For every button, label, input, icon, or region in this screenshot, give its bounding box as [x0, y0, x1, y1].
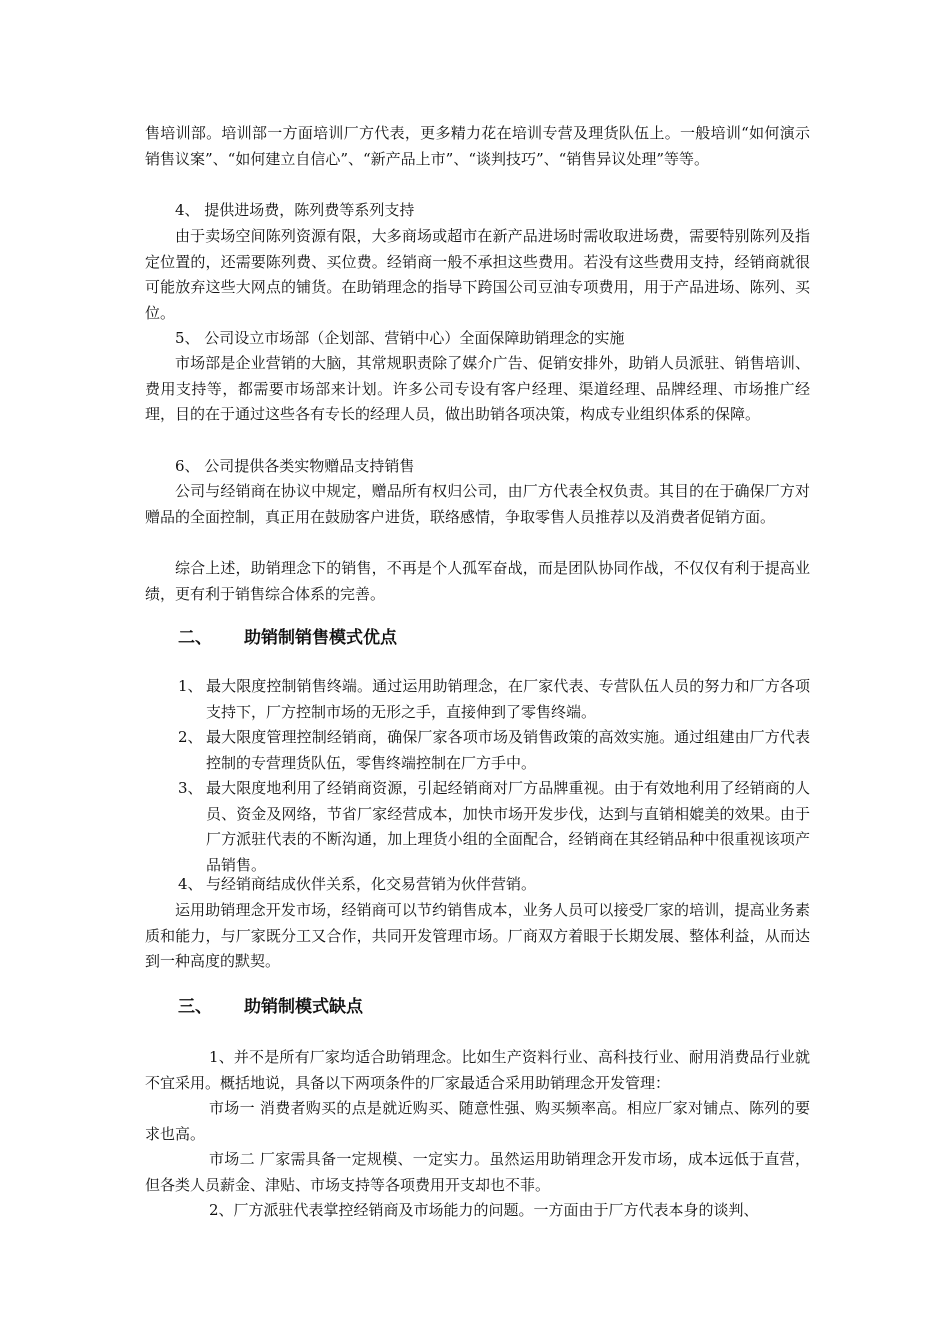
list-item-text: 与经销商结成伙伴关系，化交易营销为伙伴营销。 — [206, 875, 537, 893]
list-item-number: 3、 — [178, 779, 203, 797]
list-item-number: 4、 — [178, 875, 203, 893]
paragraph-gifts: 公司与经销商在协议中规定，赠品所有权归公司，由厂方代表全权负责。其目的在于确保厂方对赠品的全面控制，真正用在鼓励客户进货，联络感情，争取零售人员推荐以及消费者促销方面。 — [145, 482, 810, 526]
paragraph-training: 售培训部。培训部一方面培训厂方代表，更多精力花在培训专营及理货队伍上。一般培训“如何演示销售议案”、“如何建立自信心”、“新产品上市”、“谈判技巧”、“销售异议处理”等等。 — [145, 124, 810, 168]
list-item — [178, 872, 810, 898]
list-item-number: 1、 — [178, 677, 203, 695]
section-3-heading — [178, 995, 363, 1019]
list-item — [178, 674, 810, 725]
section-3-title: 助销制模式缺点 — [244, 997, 363, 1017]
item-4-heading: 4、 提供进场费，陈列费等系列支持 — [175, 201, 415, 219]
list-item — [178, 776, 810, 878]
paragraph-summary: 综合上述，助销理念下的销售，不再是个人孤军奋战，而是团队协同作战，不仅仅有利于提高业绩，更有利于销售综合体系的完善。 — [145, 559, 810, 603]
section-2-number: 二、 — [178, 628, 212, 648]
section-2-heading — [178, 626, 397, 650]
paragraph-entry-fees: 由于卖场空间陈列资源有限，大多商场或超市在新产品进场时需收取进场费，需要特别陈列及指定位置的，还需要陈列费、买位费。经销商一般不承担这些费用。若没有这些费用支持，经销商就很可能放弃这些大网点的铺货。在助销理念的指导下跨国公司豆油专项费用，用于产品进场、陈列、买位。 — [145, 227, 810, 322]
section-2-summary: 运用助销理念开发市场，经销商可以节约销售成本，业务人员可以接受厂家的培训，提高业务素质和能力，与厂家既分工又合作，共同开发管理市场。厂商双方着眼于长期发展、整体利益，从而达到一种高度的默契。 — [145, 901, 810, 970]
list-item-text: 最大限度控制销售终端。通过运用助销理念，在厂家代表、专营队伍人员的努力和厂方各项支持下，厂方控制市场的无形之手，直接伸到了零售终端。 — [206, 677, 810, 721]
section-3-point-2: 2、厂方派驻代表掌控经销商及市场能力的问题。一方面由于厂方代表本身的谈判、 — [209, 1201, 759, 1219]
list-item-text: 最大限度地利用了经销商资源，引起经销商对厂方品牌重视。由于有效地利用了经销商的人员、资金及网络，节省厂家经营成本，加快市场开发步伐，达到与直销相媲美的效果。由于厂方派驻代表的不断沟通，加上理货小组的全面配合，经销商在其经销品种中很重视该项产品销售。 — [206, 779, 810, 874]
item-6-heading: 6、 公司提供各类实物赠品支持销售 — [175, 457, 415, 475]
section-3-number: 三、 — [178, 997, 212, 1017]
list-item-number: 2、 — [178, 728, 203, 746]
item-5-heading: 5、 公司设立市场部（企划部、营销中心）全面保障助销理念的实施 — [175, 329, 625, 347]
section-3-market-2: 市场二 厂家需具备一定规模、一定实力。虽然运用助销理念开发市场，成本远低于直营，但各类人员薪金、津贴、市场支持等各项费用开支却也不菲。 — [145, 1150, 810, 1194]
list-item — [178, 725, 810, 776]
section-3-point-1: 1、并不是所有厂家均适合助销理念。比如生产资料行业、高科技行业、耐用消费品行业就不宜采用。概括地说，具备以下两项条件的厂家最适合采用助销理念开发管理： — [145, 1048, 810, 1092]
list-item-text: 最大限度管理控制经销商，确保厂家各项市场及销售政策的高效实施。通过组建由厂方代表控制的专营理货队伍，零售终端控制在厂方手中。 — [206, 728, 810, 772]
section-3-market-1: 市场一 消费者购买的点是就近购买、随意性强、购买频率高。相应厂家对铺点、陈列的要求也高。 — [145, 1099, 810, 1143]
section-2-title: 助销制销售模式优点 — [244, 628, 397, 648]
paragraph-marketing-dept: 市场部是企业营销的大脑，其常规职责除了媒介广告、促销安排外，助销人员派驻、销售培训、费用支持等，都需要市场部来计划。许多公司专设有客户经理、渠道经理、品牌经理、市场推广经理，目的在于通过这些各有专长的经理人员，做出助销各项决策，构成专业组织体系的保障。 — [145, 354, 810, 423]
